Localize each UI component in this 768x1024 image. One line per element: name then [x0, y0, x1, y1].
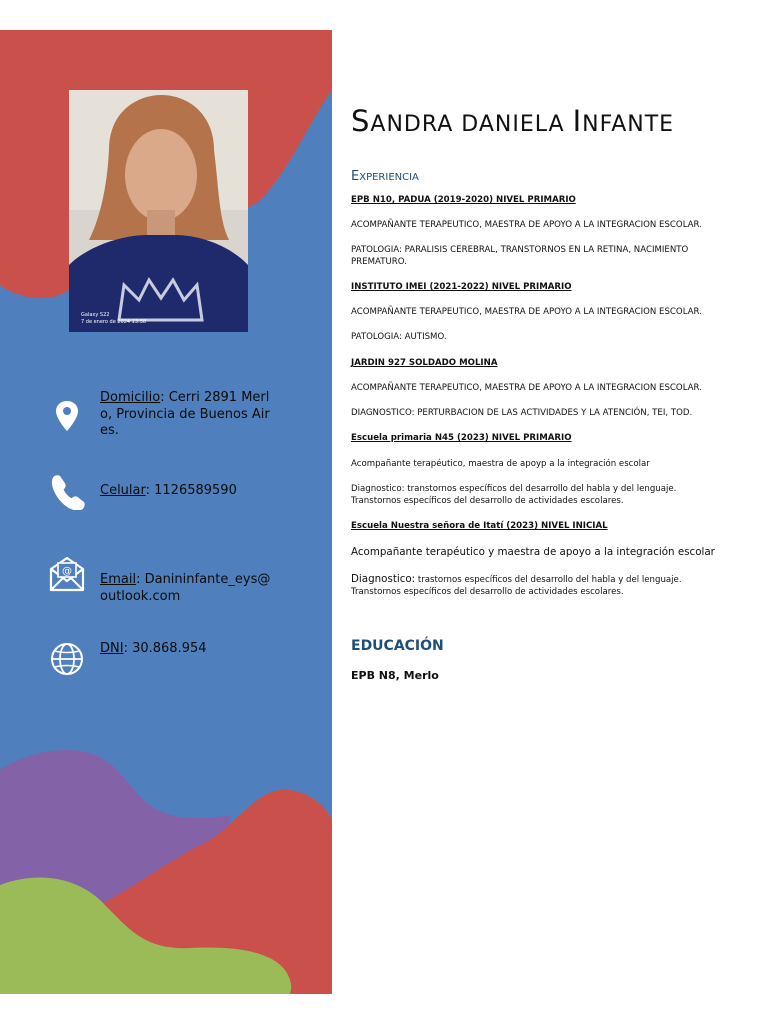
photo-overlay-line2: 7 de enero de 2024 13:58	[81, 319, 147, 325]
globe-icon	[48, 640, 86, 678]
experience-section-title: EXPERIENCIA	[351, 169, 419, 184]
location-pin-icon	[48, 397, 86, 435]
experience-5-heading: Escuela Nuestra señora de Itatí (2023) NIVEL INICIAL	[351, 521, 608, 531]
address-value: : Cerri 2891 Merlo, Provincia de Buenos Aires.	[100, 390, 270, 438]
experience-1-heading: EPB N10, PADUA (2019-2020) NIVEL PRIMARIO	[351, 195, 576, 205]
dni-label: DNI	[100, 641, 124, 656]
experience-1-detail: PATOLOGIA: PARALISIS CEREBRAL, TRANSTORNOS EN LA RETINA, NACIMIENTO PREMATURO.	[351, 245, 689, 267]
email-label: Email	[100, 572, 137, 587]
email-envelope-icon	[48, 555, 86, 593]
experience-5-detail: Diagnostico: trastornos específicos del desarrollo del habla y del lenguaje. Transtornos específicos del desarrollo de actividades escolares.	[351, 573, 682, 597]
profile-photo	[69, 90, 248, 332]
phone-label: Celular	[100, 483, 146, 498]
education-item-1: EPB N8, Merlo	[351, 669, 439, 682]
person-name: SANDRA DANIELA INFANTE	[351, 104, 675, 138]
experience-2-heading: INSTITUTO IMEI (2021-2022) NIVEL PRIMARIO	[351, 282, 572, 292]
dni-text	[100, 641, 275, 658]
phone-icon	[48, 472, 86, 510]
experience-4-detail: Diagnostico: transtornos específicos del desarrollo del habla y del lenguaje. Transtornos específicos del desarrollo de actividades escolares.	[351, 484, 677, 506]
sidebar	[0, 30, 332, 994]
dni-value: : 30.868.954	[123, 641, 207, 656]
experience-3-heading: JARDIN 927 SOLDADO MOLINA	[351, 358, 498, 368]
experience-4-role: Acompañante terapéutico, maestra de apoyp a la integración escolar	[351, 459, 650, 469]
experience-3-role: ACOMPAÑANTE TERAPEUTICO, MAESTRA DE APOYO A LA INTEGRACION ESCOLAR.	[351, 383, 702, 393]
svg-text:@: @	[62, 566, 72, 577]
experience-3-detail: DIAGNOSTICO: PERTURBACION DE LAS ACTIVIDADES Y LA ATENCIÓN, TEI, TOD.	[351, 408, 693, 418]
phone-value: : 1126589590	[145, 483, 237, 498]
address-label: Domicilio	[100, 390, 161, 405]
experience-4-heading: Escuela primaria N45 (2023) NIVEL PRIMARIO	[351, 433, 572, 443]
phone-text	[100, 483, 275, 500]
experience-1-role: ACOMPAÑANTE TERAPEUTICO, MAESTRA DE APOYO A LA INTEGRACION ESCOLAR.	[351, 220, 702, 230]
experience-2-detail: PATOLOGIA: AUTISMO.	[351, 332, 447, 342]
address-text	[100, 390, 275, 440]
email-value: : Danininfante_eys@outlook.com	[100, 572, 271, 604]
email-text[interactable]	[100, 572, 275, 605]
experience-2-role: ACOMPAÑANTE TERAPEUTICO, MAESTRA DE APOYO A LA INTEGRACION ESCOLAR.	[351, 307, 702, 317]
experience-5-role: Acompañante terapéutico y maestra de apoyo a la integración escolar	[351, 546, 715, 558]
education-section-title: EDUCACIÓN	[351, 638, 444, 654]
profile-photo-image	[69, 90, 248, 332]
photo-overlay-line1: Galaxy S22	[81, 312, 110, 318]
